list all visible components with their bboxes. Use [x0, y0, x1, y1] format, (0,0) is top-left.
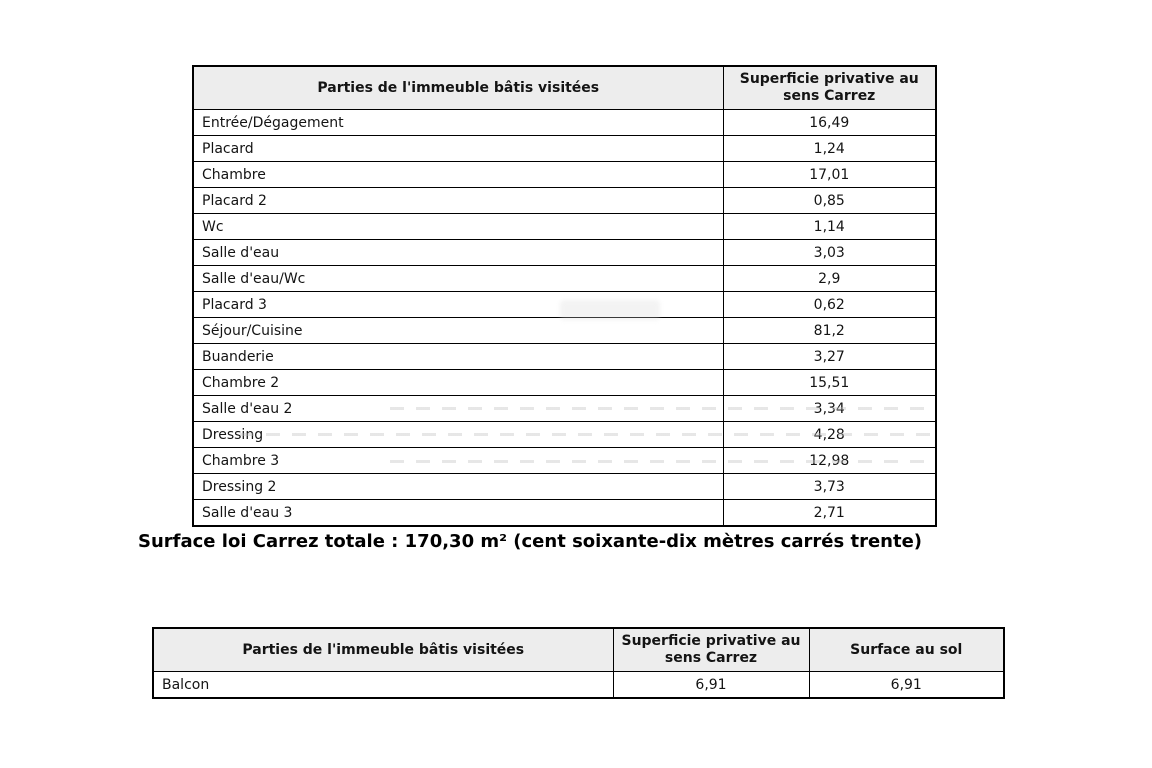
room-label-cell: Dressing: [193, 422, 723, 448]
header-superficie-carrez: Superficie privative au sens Carrez: [723, 66, 936, 110]
room-label-cell: Chambre 3: [193, 448, 723, 474]
balcon-surface-table: [152, 627, 1005, 699]
surface-value-cell: 15,51: [723, 370, 936, 396]
surface-value-cell: 1,24: [723, 136, 936, 162]
surface-value-cell: 6,91: [613, 672, 809, 699]
header-parties-immeuble: Parties de l'immeuble bâtis visitées: [153, 628, 613, 672]
surface-value-cell: 4,28: [723, 422, 936, 448]
table-row: [193, 500, 936, 527]
room-label-cell: Entrée/Dégagement: [193, 110, 723, 136]
room-label-cell: Balcon: [153, 672, 613, 699]
table-row: [193, 136, 936, 162]
table-row: [193, 344, 936, 370]
surface-value-cell: 2,9: [723, 266, 936, 292]
table-row: [193, 266, 936, 292]
surface-value-cell: 6,91: [809, 672, 1004, 699]
surface-value-cell: 16,49: [723, 110, 936, 136]
surface-value-cell: 81,2: [723, 318, 936, 344]
surface-value-cell: 3,03: [723, 240, 936, 266]
table-row: [193, 188, 936, 214]
surface-value-cell: 1,14: [723, 214, 936, 240]
room-label-cell: Placard: [193, 136, 723, 162]
room-label-cell: Séjour/Cuisine: [193, 318, 723, 344]
room-label-cell: Placard 2: [193, 188, 723, 214]
table-row: [193, 162, 936, 188]
header-parties-immeuble: Parties de l'immeuble bâtis visitées: [193, 66, 723, 110]
header-surface-au-sol: Surface au sol: [809, 628, 1004, 672]
room-label-cell: Salle d'eau/Wc: [193, 266, 723, 292]
table-header-row: [153, 628, 1004, 672]
surface-value-cell: 12,98: [723, 448, 936, 474]
surface-value-cell: 17,01: [723, 162, 936, 188]
table-row: [193, 110, 936, 136]
room-label-cell: Dressing 2: [193, 474, 723, 500]
surface-value-cell: 3,34: [723, 396, 936, 422]
table-row: [193, 448, 936, 474]
table-row: [193, 214, 936, 240]
room-label-cell: Wc: [193, 214, 723, 240]
total-carrez-line: Surface loi Carrez totale : 170,30 m² (cent soixante-dix mètres carrés trente): [138, 531, 923, 552]
table-row: [193, 292, 936, 318]
table-row: [193, 422, 936, 448]
table-row: [193, 240, 936, 266]
table-row: [193, 396, 936, 422]
room-label-cell: Salle d'eau: [193, 240, 723, 266]
surface-value-cell: 0,62: [723, 292, 936, 318]
surface-value-cell: 2,71: [723, 500, 936, 527]
table-row: [193, 318, 936, 344]
room-label-cell: Salle d'eau 2: [193, 396, 723, 422]
table-header-row: [193, 66, 936, 110]
table-row: [193, 474, 936, 500]
carrez-surface-table: [192, 65, 937, 527]
room-label-cell: Chambre 2: [193, 370, 723, 396]
table-row: [153, 672, 1004, 699]
header-superficie-carrez: Superficie privative au sens Carrez: [613, 628, 809, 672]
room-label-cell: Chambre: [193, 162, 723, 188]
room-label-cell: Salle d'eau 3: [193, 500, 723, 527]
room-label-cell: Placard 3: [193, 292, 723, 318]
surface-value-cell: 0,85: [723, 188, 936, 214]
surface-value-cell: 3,73: [723, 474, 936, 500]
surface-value-cell: 3,27: [723, 344, 936, 370]
room-label-cell: Buanderie: [193, 344, 723, 370]
table-row: [193, 370, 936, 396]
